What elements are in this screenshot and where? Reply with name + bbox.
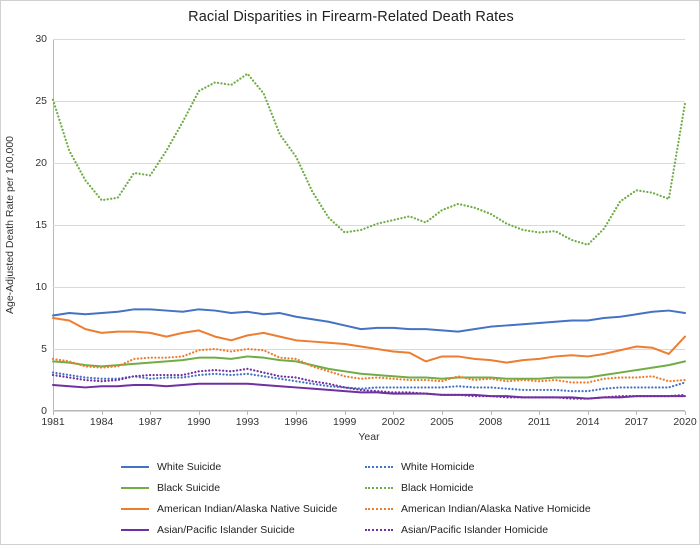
- legend-item[interactable]: [121, 477, 347, 498]
- y-tick-label: 30: [35, 33, 47, 45]
- series-line: [53, 309, 685, 331]
- legend-item[interactable]: [121, 456, 347, 477]
- y-axis-title: [3, 39, 17, 411]
- y-axis-title-text: Age-Adjusted Death Rate per 100,000: [4, 135, 17, 315]
- x-tick-label: 1984: [89, 416, 114, 428]
- x-tick-label: 2014: [576, 416, 600, 428]
- x-tick-label: 1990: [187, 416, 211, 428]
- y-tick-label: 5: [41, 343, 47, 355]
- series-line: [53, 74, 685, 245]
- legend-swatch: [121, 529, 149, 531]
- legend-swatch: [121, 487, 149, 489]
- x-tick-mark: [150, 411, 151, 415]
- legend-label: Asian/Pacific Islander Homicide: [401, 523, 549, 536]
- series-lines: [53, 39, 685, 411]
- x-tick-label: 1987: [138, 416, 162, 428]
- legend-swatch: [365, 529, 393, 531]
- y-tick-label: 10: [35, 281, 47, 293]
- y-tick-label: 20: [35, 157, 47, 169]
- x-tick-mark: [199, 411, 200, 415]
- x-tick-label: 2005: [430, 416, 454, 428]
- legend-item[interactable]: [365, 456, 591, 477]
- x-tick-label: 1996: [284, 416, 308, 428]
- y-tick-label: 15: [35, 219, 47, 231]
- x-tick-label: 2020: [673, 416, 697, 428]
- x-tick-mark: [102, 411, 103, 415]
- x-tick-mark: [345, 411, 346, 415]
- legend-item[interactable]: [365, 477, 591, 498]
- x-tick-mark: [636, 411, 637, 415]
- legend-label: Black Suicide: [157, 481, 221, 494]
- x-axis-title: Year: [358, 431, 380, 443]
- x-tick-label: 1993: [235, 416, 260, 428]
- series-line: [53, 318, 685, 363]
- legend-item[interactable]: [365, 498, 591, 519]
- x-tick-mark: [247, 411, 248, 415]
- legend-label: White Suicide: [157, 460, 222, 473]
- legend-swatch: [365, 487, 393, 489]
- legend-label: American Indian/Alaska Native Suicide: [157, 502, 338, 515]
- x-tick-mark: [53, 411, 54, 415]
- x-tick-mark: [296, 411, 297, 415]
- legend-label: White Homicide: [401, 460, 475, 473]
- legend-item[interactable]: [121, 498, 347, 519]
- legend-item[interactable]: [365, 519, 591, 540]
- x-tick-mark: [393, 411, 394, 415]
- x-tick-mark: [539, 411, 540, 415]
- gridline: [53, 411, 685, 412]
- x-tick-mark: [588, 411, 589, 415]
- legend-swatch: [121, 466, 149, 468]
- x-tick-mark: [491, 411, 492, 415]
- series-line: [53, 369, 685, 399]
- x-tick-mark: [685, 411, 686, 415]
- legend-item[interactable]: [121, 519, 347, 540]
- chart-legend: [121, 456, 591, 540]
- x-tick-label: 2002: [381, 416, 405, 428]
- x-tick-label: 1999: [333, 416, 357, 428]
- x-tick-mark: [442, 411, 443, 415]
- legend-label: Asian/Pacific Islander Suicide: [157, 523, 295, 536]
- legend-label: Black Homicide: [401, 481, 474, 494]
- legend-label: American Indian/Alaska Native Homicide: [401, 502, 591, 515]
- legend-swatch: [365, 508, 393, 510]
- y-tick-label: 0: [41, 405, 47, 417]
- x-tick-label: 2011: [527, 416, 551, 428]
- x-tick-label: 2008: [478, 416, 503, 428]
- y-tick-label: 25: [35, 95, 47, 107]
- x-tick-label: 2017: [624, 416, 649, 428]
- chart-title: Racial Disparities in Firearm-Related Death Rates: [188, 9, 514, 25]
- plot-area: [35, 33, 697, 428]
- x-tick-label: 1981: [41, 416, 65, 428]
- legend-swatch: [365, 466, 393, 468]
- series-line: [53, 356, 685, 378]
- legend-swatch: [121, 508, 149, 510]
